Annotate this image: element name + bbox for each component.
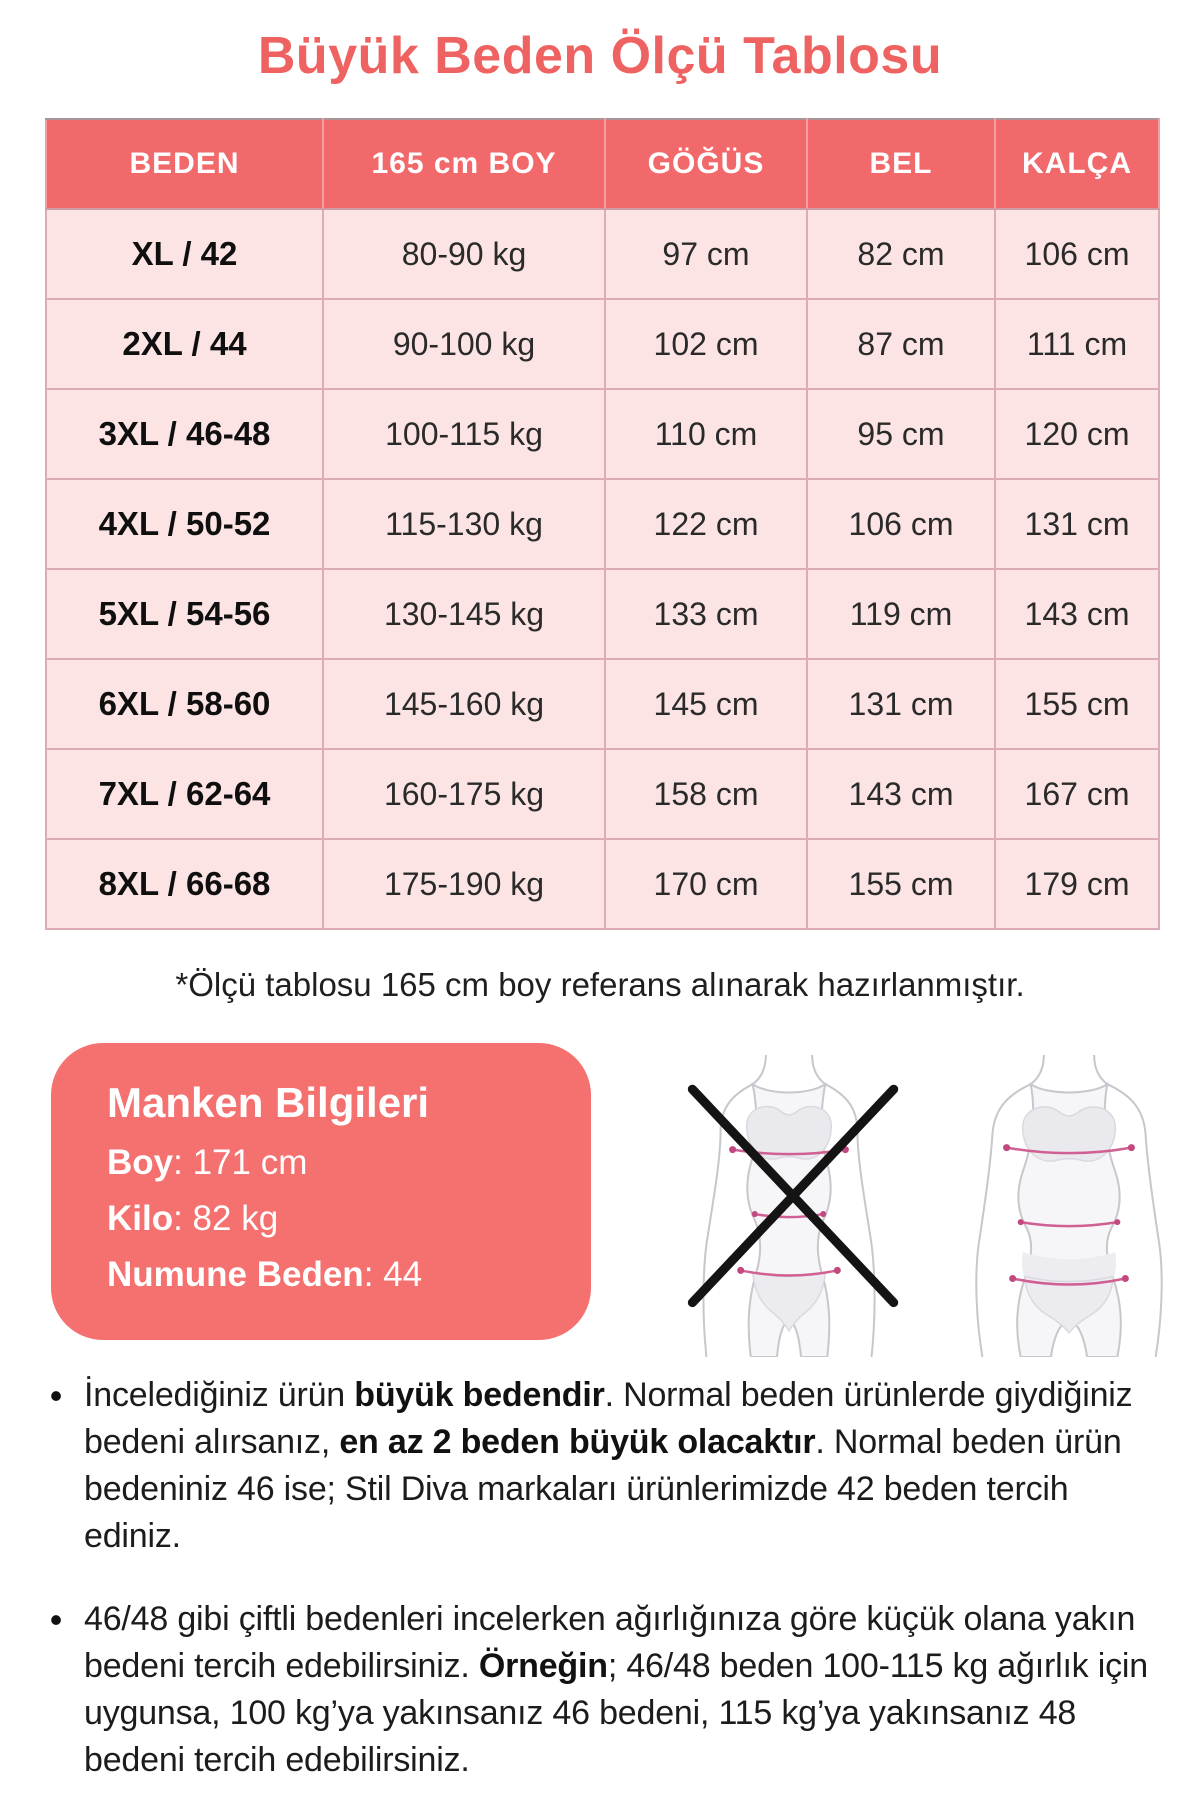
note-item-2 [28,1596,1168,1784]
text-segment: . Normal beden ürün bedeniniz 46 ise; Stil Diva markaları ürünlerimizde 42 beden tercih ediniz. [84,1423,1122,1555]
plus-figure-illustration [948,1055,1190,1357]
hip-cell: 167 cm [995,749,1159,839]
model-height-label: Boy [107,1143,174,1182]
chest-cell: 122 cm [605,479,807,569]
waist-cell: 87 cm [807,299,995,389]
hip-cell: 179 cm [995,839,1159,929]
model-height-value: : 171 cm [173,1143,308,1182]
text-segment-bold: Örneğin [478,1647,608,1685]
page-title: Büyük Beden Ölçü Tablosu [257,27,943,85]
weight-cell: 115-130 kg [323,479,605,569]
chest-cell: 97 cm [605,209,807,299]
weight-cell: 100-115 kg [323,389,605,479]
size-table [45,118,1160,930]
bullet-marker: • [49,1599,63,1640]
waist-cell: 119 cm [807,569,995,659]
model-sample-size-line [107,1255,561,1295]
slim-figure-crossed-illustration [668,1055,910,1357]
waist-cell: 82 cm [807,209,995,299]
size-cell: XL / 42 [46,209,323,299]
model-weight-line [107,1199,561,1239]
model-info-box [51,1043,591,1340]
text-segment: . Normal beden ürünlerde giydiğiniz bedeni alırsanız, [84,1376,1133,1461]
weight-cell: 145-160 kg [323,659,605,749]
table-row [46,659,1159,749]
header-weight: 165 cm BOY [323,119,605,209]
bra-icon [747,1107,832,1160]
table-row [46,389,1159,479]
notes-list [28,1372,1168,1800]
header-waist: BEL [807,119,995,209]
size-cell: 6XL / 58-60 [46,659,323,749]
table-row [46,479,1159,569]
waist-cell: 143 cm [807,749,995,839]
waist-cell: 95 cm [807,389,995,479]
hip-cell: 143 cm [995,569,1159,659]
hip-cell: 131 cm [995,479,1159,569]
chest-cell: 102 cm [605,299,807,389]
hip-cell: 120 cm [995,389,1159,479]
model-sample-size-label: Numune Beden [107,1255,364,1294]
text-segment: 46/48 gibi çiftli bedenleri incelerken ağırlığınıza göre küçük olana yakın bedeni tercih edebilirsiniz. [84,1600,1136,1685]
chest-cell: 170 cm [605,839,807,929]
text-segment-bold: en az 2 beden büyük olacaktır [339,1423,816,1461]
model-info-title: Manken Bilgileri [107,1079,430,1126]
table-row [46,209,1159,299]
waist-cell: 155 cm [807,839,995,929]
weight-cell: 130-145 kg [323,569,605,659]
model-sample-size-value: : 44 [363,1255,423,1294]
table-row [46,839,1159,929]
text-segment-bold: büyük bedendir [354,1376,605,1414]
weight-cell: 175-190 kg [323,839,605,929]
note-text-2 [84,1596,1168,1784]
text-segment: ; 46/48 beden 100-115 kg ağırlık için uygunsa, 100 kg’ya yakınsanız 46 bedeni, 115 kg’ya yakınsanız 48 bedeni tercih edebilirsiniz. [84,1647,1148,1779]
table-row [46,569,1159,659]
chest-cell: 133 cm [605,569,807,659]
waist-cell: 106 cm [807,479,995,569]
model-weight-label: Kilo [107,1199,174,1238]
chest-cell: 158 cm [605,749,807,839]
size-cell: 8XL / 66-68 [46,839,323,929]
bullet-marker: • [49,1375,63,1416]
table-footnote: *Ölçü tablosu 165 cm boy referans alınarak hazırlanmıştır. [175,966,1025,1003]
header-chest: GÖĞÜS [605,119,807,209]
waist-cell: 131 cm [807,659,995,749]
hip-cell: 155 cm [995,659,1159,749]
size-cell: 4XL / 50-52 [46,479,323,569]
table-row [46,749,1159,839]
note-text-1 [84,1372,1168,1560]
table-row [46,299,1159,389]
text-segment: İncelediğiniz ürün [84,1376,355,1414]
table-header-row [46,119,1159,209]
chest-cell: 145 cm [605,659,807,749]
size-cell: 7XL / 62-64 [46,749,323,839]
weight-cell: 90-100 kg [323,299,605,389]
chest-cell: 110 cm [605,389,807,479]
note-item-1 [28,1372,1168,1560]
header-size: BEDEN [46,119,323,209]
model-height-line [107,1143,561,1183]
hip-cell: 106 cm [995,209,1159,299]
header-hip: KALÇA [995,119,1159,209]
size-cell: 2XL / 44 [46,299,323,389]
hip-cell: 111 cm [995,299,1159,389]
model-weight-value: : 82 kg [173,1199,279,1238]
weight-cell: 80-90 kg [323,209,605,299]
weight-cell: 160-175 kg [323,749,605,839]
size-cell: 3XL / 46-48 [46,389,323,479]
size-cell: 5XL / 54-56 [46,569,323,659]
